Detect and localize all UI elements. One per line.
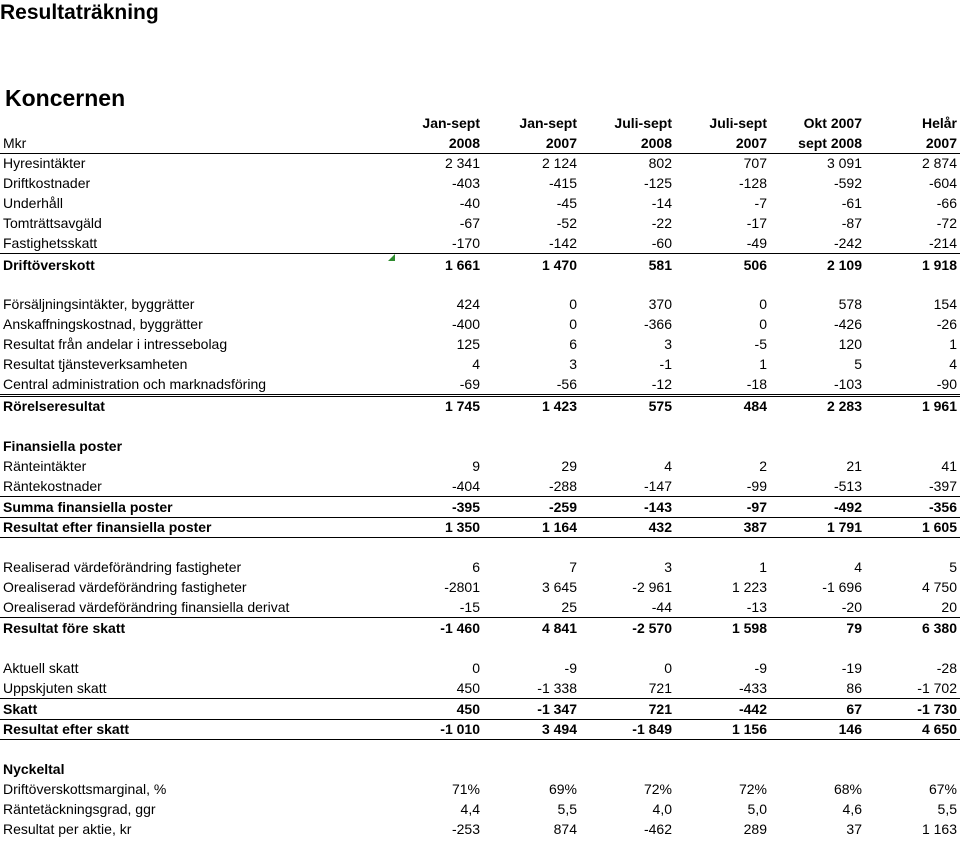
table-cell: 5	[854, 356, 862, 372]
subtotal-rule	[0, 394, 960, 395]
table-cell: 41	[941, 458, 957, 474]
table-row	[0, 759, 960, 779]
table-cell: 2 109	[826, 257, 862, 273]
table-row	[0, 436, 960, 456]
table-cell: 3	[664, 336, 672, 352]
table-cell: 721	[648, 701, 672, 717]
table-cell: 1 164	[541, 519, 577, 535]
table-cell: -125	[643, 175, 672, 191]
table-cell: 0	[569, 316, 577, 332]
table-cell: -404	[451, 478, 480, 494]
table-cell: 0	[759, 316, 767, 332]
table-cell: 0	[472, 660, 480, 676]
table-cell: 506	[743, 257, 767, 273]
row-label: Anskaffningskostnad, byggrätter	[3, 316, 203, 332]
table-cell: 3 494	[541, 721, 577, 737]
table-cell: 2 874	[921, 155, 957, 171]
table-cell: 387	[743, 519, 767, 535]
table-cell: -604	[928, 175, 957, 191]
table-cell: -97	[746, 499, 767, 515]
table-cell: -22	[651, 215, 672, 231]
table-cell: 4 750	[921, 579, 957, 595]
rule	[0, 719, 960, 720]
row-label: Rörelseresultat	[3, 398, 105, 414]
table-cell: -288	[548, 478, 577, 494]
column-header: Jan-sept	[422, 115, 480, 131]
table-cell: 7	[569, 559, 577, 575]
table-cell: 3	[664, 559, 672, 575]
table-cell: 874	[553, 821, 577, 837]
table-cell: 3 645	[541, 579, 577, 595]
table-cell: 1	[949, 336, 957, 352]
table-row	[0, 719, 960, 739]
table-cell: -13	[746, 599, 767, 615]
table-cell: 721	[648, 680, 672, 696]
table-cell: 6 380	[921, 620, 957, 636]
table-row	[0, 779, 960, 799]
table-cell: 29	[561, 458, 577, 474]
table-cell: -147	[643, 478, 672, 494]
row-label: Räntekostnader	[3, 478, 102, 494]
table-cell: -12	[651, 376, 672, 392]
row-label: Resultat efter skatt	[3, 721, 130, 737]
table-cell: -1 849	[632, 721, 672, 737]
table-row	[0, 374, 960, 394]
table-cell: -28	[936, 660, 957, 676]
table-cell: 1 223	[731, 579, 767, 595]
row-label: Resultat efter finansiella poster	[3, 519, 212, 535]
table-cell: -253	[451, 821, 480, 837]
table-cell: -492	[833, 499, 862, 515]
table-cell: 450	[456, 701, 480, 717]
table-cell: 1 156	[731, 721, 767, 737]
table-cell: -45	[556, 195, 577, 211]
table-cell: 1 423	[541, 398, 577, 414]
table-cell: -44	[651, 599, 672, 615]
table-row	[0, 354, 960, 374]
table-cell: -69	[459, 376, 480, 392]
rule	[0, 396, 960, 397]
table-cell: -9	[564, 660, 577, 676]
table-cell: 4,0	[652, 801, 672, 817]
table-row	[0, 577, 960, 597]
row-label: Försäljningsintäkter, byggrätter	[3, 296, 195, 312]
table-cell: -56	[556, 376, 577, 392]
table-cell: -397	[928, 478, 957, 494]
table-row	[0, 255, 960, 275]
table-cell: 120	[838, 336, 862, 352]
table-cell: 6	[569, 336, 577, 352]
table-cell: 575	[648, 398, 672, 414]
table-cell: 5,5	[557, 801, 577, 817]
table-row	[0, 517, 960, 537]
subtotal-rule	[0, 253, 960, 254]
column-header: 2007	[545, 135, 577, 151]
table-cell: -170	[451, 235, 480, 251]
section-title: Koncernen	[5, 85, 126, 111]
table-cell: -128	[738, 175, 767, 191]
table-cell: 1 598	[731, 620, 767, 636]
table-cell: -49	[746, 235, 767, 251]
table-row	[0, 678, 960, 698]
column-header: Juli-sept	[614, 115, 672, 131]
table-cell: -52	[556, 215, 577, 231]
table-cell: -1 730	[917, 701, 957, 717]
row-label: Finansiella poster	[3, 438, 123, 454]
table-cell: -66	[936, 195, 957, 211]
table-cell: -259	[548, 499, 577, 515]
row-label: Nyckeltal	[3, 761, 65, 777]
table-cell: -15	[459, 599, 480, 615]
row-label: Resultat från andelar i intressebolag	[3, 336, 228, 352]
table-cell: 4,4	[460, 801, 480, 817]
page-title: Resultaträkning	[0, 1, 159, 24]
table-cell: 370	[648, 296, 672, 312]
table-cell: 1 745	[444, 398, 480, 414]
table-cell: -5	[754, 336, 767, 352]
row-label: Skatt	[3, 701, 38, 717]
row-label: Tomträttsavgäld	[3, 215, 102, 231]
table-cell: -99	[746, 478, 767, 494]
table-cell: 3	[569, 356, 577, 372]
table-cell: 4	[949, 356, 957, 372]
table-cell: -87	[841, 215, 862, 231]
table-cell: 37	[846, 821, 862, 837]
table-cell: 802	[648, 155, 672, 171]
table-cell: -60	[651, 235, 672, 251]
table-cell: -426	[833, 316, 862, 332]
row-label: Resultat före skatt	[3, 620, 126, 636]
table-cell: -19	[841, 660, 862, 676]
table-cell: 1 661	[444, 257, 480, 273]
table-cell: 68%	[833, 781, 862, 797]
table-cell: 1 350	[444, 519, 480, 535]
header-row-period	[0, 113, 960, 133]
table-cell: -1 696	[822, 579, 862, 595]
table-cell: -143	[643, 499, 672, 515]
table-cell: -462	[643, 821, 672, 837]
row-label: Resultat tjänsteverksamheten	[3, 356, 188, 372]
column-header: 2007	[735, 135, 767, 151]
table-row	[0, 497, 960, 517]
table-row	[0, 294, 960, 314]
row-label: Orealiserad värdeförändring finansiella derivat	[3, 599, 290, 615]
table-cell: 86	[846, 680, 862, 696]
table-cell: 21	[846, 458, 862, 474]
table-cell: 5,5	[937, 801, 957, 817]
table-cell: 450	[456, 680, 480, 696]
table-row	[0, 618, 960, 638]
table-row	[0, 233, 960, 253]
table-cell: -20	[841, 599, 862, 615]
table-cell: -2 570	[632, 620, 672, 636]
table-cell: 4 841	[541, 620, 577, 636]
table-row	[0, 658, 960, 678]
table-cell: -14	[651, 195, 672, 211]
row-label: Ränteintäkter	[3, 458, 87, 474]
table-cell: -26	[936, 316, 957, 332]
table-cell: 6	[472, 559, 480, 575]
row-label: Aktuell skatt	[3, 660, 79, 676]
column-header: 2008	[640, 135, 672, 151]
rule	[0, 517, 960, 518]
table-cell: -366	[643, 316, 672, 332]
table-cell: -61	[841, 195, 862, 211]
table-cell: -442	[738, 701, 767, 717]
row-label: Central administration och marknadsföring	[3, 376, 267, 392]
table-cell: 0	[569, 296, 577, 312]
table-cell: 1 163	[921, 821, 957, 837]
row-label: Uppskjuten skatt	[3, 680, 107, 696]
table-cell: 1 605	[921, 519, 957, 535]
table-row	[0, 476, 960, 496]
rule	[0, 739, 960, 740]
table-cell: -403	[451, 175, 480, 191]
table-row	[0, 153, 960, 173]
table-cell: -1	[659, 356, 672, 372]
table-cell: -415	[548, 175, 577, 191]
table-cell: -1 338	[537, 680, 577, 696]
table-cell: 2 124	[541, 155, 577, 171]
row-label: Driftöverskottsmarginal, %	[3, 781, 167, 797]
column-header: Jan-sept	[519, 115, 577, 131]
row-label: Driftöverskott	[3, 257, 95, 273]
table-cell: 1	[759, 559, 767, 575]
column-header: sept 2008	[798, 135, 862, 151]
table-cell: 4	[472, 356, 480, 372]
table-cell: 1 961	[921, 398, 957, 414]
unit-label: Mkr	[3, 135, 27, 151]
table-row	[0, 213, 960, 233]
table-cell: 4	[664, 458, 672, 474]
table-cell: 578	[838, 296, 862, 312]
table-cell: 707	[743, 155, 767, 171]
cell-comment-marker	[388, 254, 395, 261]
table-cell: 5,0	[747, 801, 767, 817]
column-header: 2008	[448, 135, 480, 151]
row-label: Fastighetsskatt	[3, 235, 98, 251]
table-cell: -395	[451, 499, 480, 515]
table-cell: -1 460	[440, 620, 480, 636]
table-cell: 0	[759, 296, 767, 312]
table-cell: -18	[746, 376, 767, 392]
rule	[0, 537, 960, 538]
table-row	[0, 456, 960, 476]
table-row	[0, 314, 960, 334]
table-cell: 2 283	[826, 398, 862, 414]
table-cell: -7	[754, 195, 767, 211]
table-cell: 4,6	[842, 801, 862, 817]
table-cell: 72%	[738, 781, 767, 797]
column-header: Helår	[921, 115, 957, 131]
table-cell: -1 702	[917, 680, 957, 696]
table-row	[0, 699, 960, 719]
table-cell: -90	[936, 376, 957, 392]
table-cell: 4 650	[921, 721, 957, 737]
table-row	[0, 557, 960, 577]
table-cell: 25	[561, 599, 577, 615]
table-cell: -214	[928, 235, 957, 251]
table-cell: 67	[846, 701, 862, 717]
row-label: Realiserad värdeförändring fastigheter	[3, 559, 242, 575]
table-cell: -67	[459, 215, 480, 231]
table-cell: 72%	[643, 781, 672, 797]
table-cell: 0	[664, 660, 672, 676]
table-cell: 289	[743, 821, 767, 837]
table-cell: -72	[936, 215, 957, 231]
table-cell: 1 918	[921, 257, 957, 273]
table-cell: 5	[949, 559, 957, 575]
table-row	[0, 597, 960, 617]
table-cell: 1	[759, 356, 767, 372]
table-cell: 581	[648, 257, 672, 273]
column-header: Okt 2007	[803, 115, 862, 131]
row-label: Driftkostnader	[3, 175, 91, 191]
table-cell: 484	[743, 398, 767, 414]
table-cell: 432	[648, 519, 672, 535]
row-label: Resultat per aktie, kr	[3, 821, 132, 837]
table-cell: -592	[833, 175, 862, 191]
table-cell: -2 961	[632, 579, 672, 595]
table-cell: 67%	[928, 781, 957, 797]
table-cell: 125	[456, 336, 480, 352]
row-label: Underhåll	[3, 195, 63, 211]
table-cell: -1 347	[537, 701, 577, 717]
table-cell: -2801	[444, 579, 480, 595]
table-row	[0, 334, 960, 354]
table-cell: -9	[754, 660, 767, 676]
table-cell: 424	[456, 296, 480, 312]
table-cell: -356	[928, 499, 957, 515]
row-label: Summa finansiella poster	[3, 499, 173, 515]
table-row	[0, 173, 960, 193]
column-header: Juli-sept	[709, 115, 767, 131]
table-cell: 2 341	[444, 155, 480, 171]
table-cell: -17	[746, 215, 767, 231]
table-cell: 69%	[548, 781, 577, 797]
row-label: Orealiserad värdeförändring fastigheter	[3, 579, 247, 595]
table-row	[0, 799, 960, 819]
table-cell: -433	[738, 680, 767, 696]
table-cell: 4	[854, 559, 862, 575]
header-row-year	[0, 133, 960, 153]
column-header: 2007	[925, 135, 957, 151]
table-cell: 3 091	[826, 155, 862, 171]
header-rule	[0, 153, 960, 154]
table-row	[0, 396, 960, 416]
table-cell: -400	[451, 316, 480, 332]
row-label: Räntetäckningsgrad, ggr	[3, 801, 156, 817]
table-cell: 146	[838, 721, 862, 737]
table-cell: 1 470	[541, 257, 577, 273]
table-cell: -242	[833, 235, 862, 251]
table-cell: 71%	[451, 781, 480, 797]
table-cell: 154	[933, 296, 957, 312]
table-row	[0, 819, 960, 839]
table-cell: -513	[833, 478, 862, 494]
table-cell: 20	[941, 599, 957, 615]
table-cell: 1 791	[826, 519, 862, 535]
table-cell: 2	[759, 458, 767, 474]
table-row	[0, 193, 960, 213]
table-cell: 9	[472, 458, 480, 474]
row-label: Hyresintäkter	[3, 155, 86, 171]
table-cell: -1 010	[440, 721, 480, 737]
table-cell: -40	[459, 195, 480, 211]
table-cell: -142	[548, 235, 577, 251]
table-cell: 79	[846, 620, 862, 636]
table-cell: -103	[833, 376, 862, 392]
